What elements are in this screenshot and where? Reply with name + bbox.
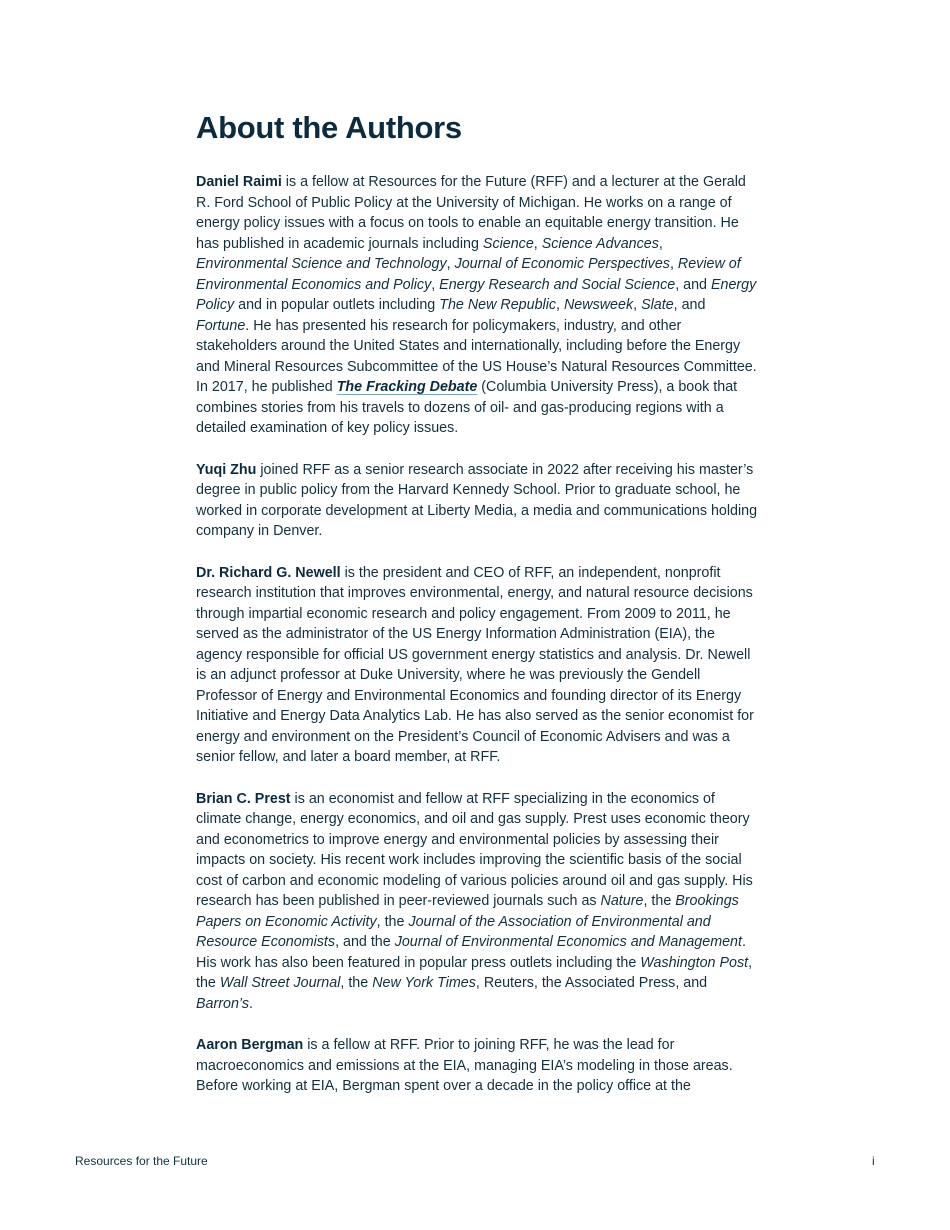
- journal-title: Science: [482, 235, 534, 252]
- journal-title: Journal of Environmental Economics and Management: [394, 934, 742, 950]
- outlet-title: The New Republic: [439, 297, 557, 313]
- author-bios: [196, 172, 758, 1118]
- outlet-title: Fortune: [196, 317, 246, 334]
- bio-text: ,: [431, 276, 440, 293]
- bio-text: ,: [633, 297, 642, 313]
- bio-text: ,: [669, 256, 678, 272]
- outlet-title: New York Times: [372, 975, 476, 991]
- author-name: Brian C. Prest: [196, 790, 291, 807]
- outlet-title: Wall Street Journal: [219, 975, 341, 991]
- bio-text: ,: [533, 235, 542, 252]
- bio-richard-newell: [196, 563, 758, 768]
- bio-brian-prest: [196, 789, 758, 1015]
- bio-text: is the president and CEO of RFF, an independent, nonprofit research institution that improves environmental, energy, and natural resource decisions through impartial economic research and policy engagement. From 2009 to 2011, he served as the administrator of the US Energy Information Administration (EIA), the agency responsible for official US government energy statistics and analysis. Dr. Newell is an adjunct professor at Duke University, where he was previously the Gendell Professor of Energy and Environmental Economics and founding director of its Energy Initiative and Energy Data Analytics Lab. He has also served as the senior economist for energy and environment on the President’s Council of Economic Advisers and was a senior fellow, and later a board member, at RFF.: [196, 564, 754, 765]
- bio-aaron-bergman: [196, 1035, 758, 1097]
- bio-text: joined RFF as a senior research associate in 2022 after receiving his master’s degree in public policy from the Harvard Kennedy School. Prior to graduate school, he worked in corporate development at Liberty Media, a media and communications holding company in Denver.: [196, 461, 758, 539]
- journal-title: Brookings Papers on Economic Activity: [196, 893, 739, 930]
- bio-text: ,: [658, 235, 663, 252]
- outlet-title: Newsweek: [563, 297, 634, 313]
- journal-title: Energy Policy: [196, 276, 757, 313]
- bio-text: , the: [643, 893, 676, 909]
- bio-yuqi-zhu: [196, 460, 758, 542]
- bio-text: , and: [675, 276, 711, 293]
- bio-text: , the: [376, 913, 409, 930]
- author-name: Dr. Richard G. Newell: [196, 564, 341, 581]
- journal-title: Science Advances: [541, 235, 659, 252]
- author-name: Daniel Raimi: [196, 174, 282, 190]
- author-name: Yuqi Zhu: [196, 461, 257, 478]
- outlet-title: Washington Post: [640, 954, 749, 971]
- bio-daniel-raimi: [196, 172, 758, 439]
- author-name: Aaron Bergman: [196, 1037, 304, 1053]
- bio-text: .: [248, 995, 253, 1012]
- journal-title: Journal of the Association of Environmental and Resource Economists: [196, 913, 711, 950]
- bio-text: , the: [196, 954, 753, 991]
- footer-organization: Resources for the Future: [75, 1154, 208, 1168]
- bio-text: and in popular outlets including: [234, 297, 440, 313]
- bio-text: , the: [340, 975, 373, 991]
- footer-page-number: i: [872, 1154, 875, 1168]
- book-link-fracking-debate[interactable]: The Fracking Debate: [336, 379, 478, 395]
- bio-text: (Columbia University Press), a book that combines stories from his travels to dozens of oil- and gas-producing regions with a detailed examination of key policy issues.: [196, 379, 738, 436]
- bio-text: . His work has also been featured in popular press outlets including the: [196, 934, 746, 971]
- bio-text: ,: [556, 297, 564, 313]
- journal-title: Review of Environmental Economics and Policy: [196, 256, 741, 293]
- bio-text: is an economist and fellow at RFF specializing in the economics of climate change, energy economics, and oil and gas supply. Prest uses economic theory and econometrics to improve energy and environmental policies by assessing their impacts on society. His recent work includes improving the scientific basis of the social cost of carbon and economic modeling of various policies around oil and gas supply. His research has been published in peer-reviewed journals such as: [196, 790, 753, 909]
- journal-title: Energy Research and Social Science: [439, 276, 676, 293]
- bio-text: ,: [446, 256, 455, 272]
- outlet-title: Barron’s: [196, 995, 249, 1012]
- journal-title: Journal of Economic Perspectives: [454, 256, 670, 272]
- bio-text: , Reuters, the Associated Press, and: [475, 975, 708, 991]
- bio-text: , and the: [335, 934, 395, 950]
- bio-text: is a fellow at Resources for the Future (RFF) and a lecturer at the Gerald R. Ford School of Public Policy at the University of Michigan. He works on a range of energy policy issues with a focus on tools to enable an equitable energy transition. He has published in academic journals including: [196, 174, 746, 252]
- page-title: About the Authors: [196, 110, 462, 145]
- outlet-title: Slate: [641, 297, 674, 313]
- journal-title: Nature: [600, 893, 644, 909]
- bio-text: . He has presented his research for policymakers, industry, and other stakeholders around the United States and internationally, including before the Energy and Mineral Resources Subcommittee of the US House’s Natural Resources Committee. In 2017, he published: [196, 317, 757, 395]
- journal-title: Environmental Science and Technology: [196, 256, 447, 272]
- bio-text: , and: [673, 297, 706, 313]
- bio-text: is a fellow at RFF. Prior to joining RFF, he was the lead for macroeconomics and emissions at the EIA, managing EIA’s modeling in those areas. Before working at EIA, Bergman spent over a decade in the policy office at the: [196, 1037, 733, 1094]
